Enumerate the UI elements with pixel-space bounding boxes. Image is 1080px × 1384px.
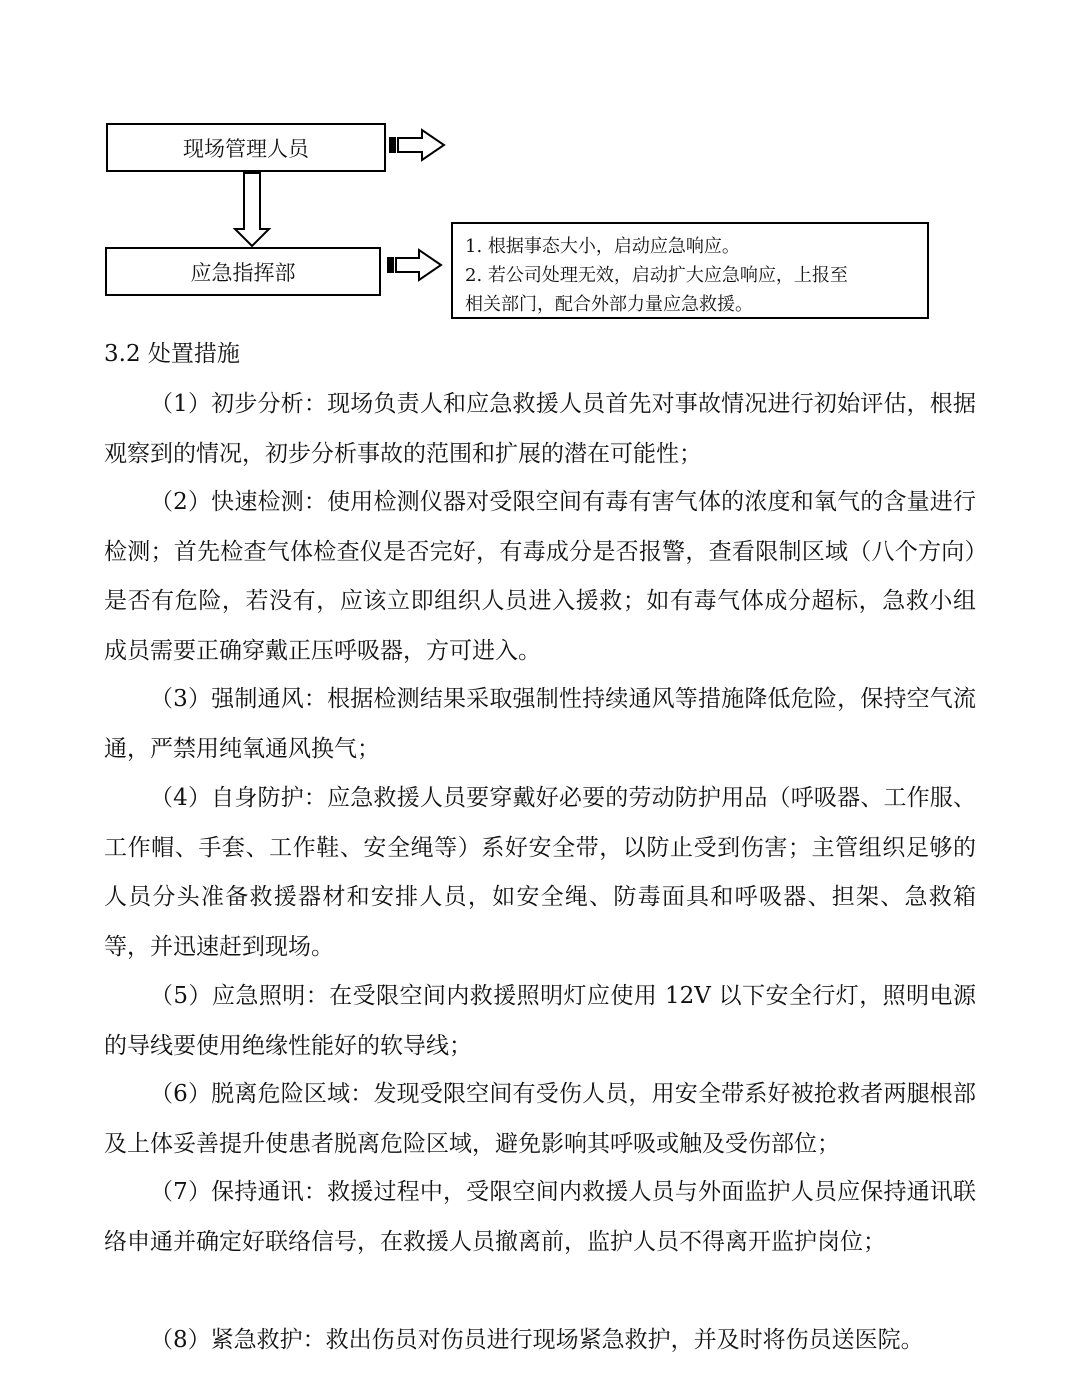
note-line: 2. 若公司处理无效，启动扩大应急响应，上报至	[465, 265, 848, 286]
paragraph: （4）自身防护：应急救援人员要穿戴好必要的劳动防护用品（呼吸器、工作服、工作帽、手套、工作鞋、安全绳等）系好安全带，以防止受到伤害；主管组织足够的人员分头准备救援器材和安排人员，如安全绳、防毒面具和呼吸器、担架、急救箱等，并迅速赶到现场。	[104, 785, 976, 960]
paragraph: （6）脱离危险区域：发现受限空间有受伤人员，用安全带系好被抢救者两腿根部及上体妥善提升使患者脱离危险区域，避免影响其呼吸或触及受伤部位；	[104, 1081, 976, 1157]
note-line: 相关部门，配合外部力量应急救援。	[465, 294, 753, 315]
flow-box-label: 应急指挥部	[190, 260, 296, 285]
right-arrow-icon	[388, 250, 441, 280]
paragraph: （2）快速检测：使用检测仪器对受限空间有毒有害气体的浓度和氧气的含量进行检测；首先检查气体检查仪是否完好，有毒成分是否报警，查看限制区域（八个方向）是否有危险，若没有，应该立即组织人员进入援救；如有毒气体成分超标，急救小组成员需要正确穿戴正压呼吸器，方可进入。	[104, 489, 976, 664]
flow-note-box	[451, 222, 929, 319]
paragraph: （1）初步分析：现场负责人和应急救援人员首先对事故情况进行初始评估，根据观察到的情况，初步分析事故的范围和扩展的潜在可能性；	[104, 391, 976, 467]
down-arrow-icon	[235, 173, 269, 246]
section-heading: 3.2 处置措施	[104, 341, 240, 367]
paragraph: （3）强制通风：根据检测结果采取强制性持续通风等措施降低危险，保持空气流通，严禁用纯氧通风换气；	[104, 686, 976, 762]
flow-box-label: 现场管理人员	[183, 136, 309, 161]
right-arrow-icon	[390, 130, 444, 160]
flow-box-site-manager	[106, 123, 386, 172]
paragraph: （7）保持通讯：救援过程中，受限空间内救援人员与外面监护人员应保持通讯联络申通并确定好联络信号，在救援人员撤离前，监护人员不得离开监护岗位；	[104, 1179, 976, 1255]
paragraph: （5）应急照明：在受限空间内救援照明灯应使用 12V 以下安全行灯，照明电源的导线要使用绝缘性能好的软导线；	[104, 983, 976, 1059]
flow-box-emergency-command	[105, 247, 381, 296]
paragraph: （8）紧急救护：救出伤员对伤员进行现场紧急救护，并及时将伤员送医院。	[150, 1327, 924, 1353]
note-line: 1. 根据事态大小，启动应急响应。	[465, 236, 740, 257]
